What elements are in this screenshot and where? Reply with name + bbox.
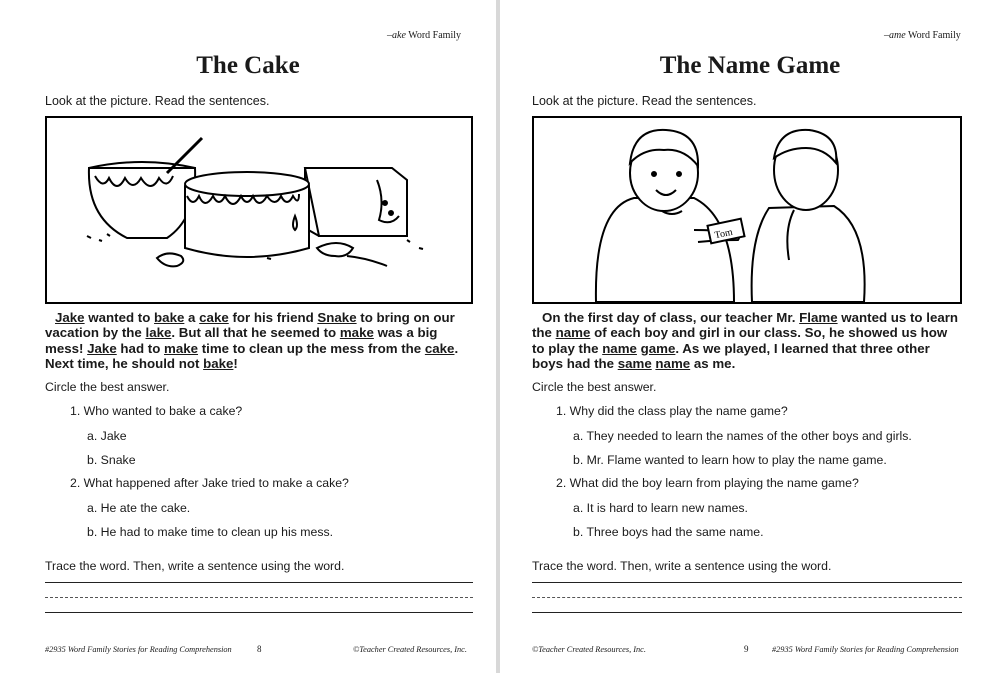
story-segment: ! xyxy=(233,356,238,372)
story-segment: for his friend xyxy=(228,310,318,325)
instruction-text: Look at the picture. Read the sentences. xyxy=(45,94,270,108)
story-segment: On the first day of class, our teacher Mr. xyxy=(542,310,800,325)
answer-1b[interactable]: b. Mr. Flame wanted to learn how to play the name game. xyxy=(573,453,887,467)
name-game-illustration xyxy=(532,116,962,304)
instruction-text: Look at the picture. Read the sentences. xyxy=(532,94,757,108)
word-family-word: name xyxy=(555,325,591,341)
question-1: 1. Who wanted to bake a cake? xyxy=(70,404,243,418)
page-title: The Cake xyxy=(196,52,300,79)
answer-2a[interactable]: a. It is hard to learn new names. xyxy=(573,501,748,515)
story-paragraph xyxy=(45,310,473,372)
answer-1a[interactable]: a. Jake xyxy=(87,429,127,443)
word-family-word: make xyxy=(164,340,199,356)
word-family-word: Jake xyxy=(55,310,85,325)
word-family-word: cake xyxy=(424,340,455,356)
word-family-word: cake xyxy=(199,310,229,325)
word-family-word: name xyxy=(602,340,637,356)
story-segment: time to clean up the mess from the xyxy=(198,340,425,356)
story-text xyxy=(532,310,958,371)
trace-instruction: Trace the word. Then, write a sentence using the word. xyxy=(45,559,345,573)
story-segment: was a big mess! xyxy=(45,325,438,356)
circle-instruction: Circle the best answer. xyxy=(532,380,657,394)
word-family-tag: –ame Word Family xyxy=(884,30,961,41)
page-number: 8 xyxy=(257,644,262,654)
story-segment: . As we played, I learned that three other boys had the xyxy=(532,340,930,372)
word-family-word: same xyxy=(617,356,652,372)
answer-2a[interactable]: a. He ate the cake. xyxy=(87,501,191,515)
footer-book-title: #2935 Word Family Stories for Reading Comprehension xyxy=(772,645,959,654)
story-segment: as me. xyxy=(690,356,736,372)
name-tag-text: Tom xyxy=(713,226,734,242)
word-family-tag: –ake Word Family xyxy=(387,30,462,41)
story-segment: . But all that he seemed to xyxy=(171,325,340,341)
word-family-word: bake xyxy=(203,356,234,372)
question-2: 2. What did the boy learn from playing the name game? xyxy=(556,476,859,490)
page-title: The Name Game xyxy=(659,52,841,79)
writing-line-dashed[interactable] xyxy=(532,597,962,598)
word-family-word: lake xyxy=(145,325,172,341)
answer-1a[interactable]: a. They needed to learn the names of the other boys and girls. xyxy=(573,429,912,443)
writing-line-top[interactable] xyxy=(532,582,962,583)
story-segment: of each boy and girl in our class. So, he showed us how to play the xyxy=(532,325,948,356)
story-segment: a xyxy=(184,310,200,325)
left-page xyxy=(0,0,496,673)
trace-instruction: Trace the word. Then, write a sentence using the word. xyxy=(532,559,832,573)
boy-speaking-icon xyxy=(596,130,739,302)
footer-publisher: ©Teacher Created Resources, Inc. xyxy=(532,645,646,654)
writing-line-bottom[interactable] xyxy=(45,612,473,613)
right-page xyxy=(500,0,1000,673)
answer-2b[interactable]: b. He had to make time to clean up his mess. xyxy=(87,525,334,539)
story-segment: to bring on our vacation by the xyxy=(45,310,455,341)
word-family-word: Flame xyxy=(799,310,838,325)
writing-line-bottom[interactable] xyxy=(532,612,962,613)
story-segment: . Next time, he should not xyxy=(45,340,459,372)
story-text xyxy=(45,310,458,371)
cake-illustration xyxy=(45,116,473,304)
word-family-word: bake xyxy=(154,310,185,325)
circle-instruction: Circle the best answer. xyxy=(45,380,170,394)
answer-1b[interactable]: b. Snake xyxy=(87,453,136,467)
story-segment: had to xyxy=(116,340,165,356)
page-number: 9 xyxy=(744,644,749,654)
story-segment: wanted to xyxy=(84,310,155,325)
boy-listening-icon xyxy=(752,130,865,302)
word-family-word: game xyxy=(640,340,676,356)
question-1: 1. Why did the class play the name game? xyxy=(556,404,788,418)
word-family-word: Jake xyxy=(87,340,117,356)
answer-2b[interactable]: b. Three boys had the same name. xyxy=(573,525,764,539)
writing-line-dashed[interactable] xyxy=(45,597,473,598)
word-family-word: Snake xyxy=(317,310,357,325)
word-family-word: name xyxy=(655,356,691,372)
story-paragraph xyxy=(532,310,962,372)
footer-publisher: ©Teacher Created Resources, Inc. xyxy=(353,645,467,654)
story-segment: wanted us to learn the xyxy=(532,310,959,341)
footer-book-title: #2935 Word Family Stories for Reading Comprehension xyxy=(45,645,232,654)
question-2: 2. What happened after Jake tried to make a cake? xyxy=(70,476,349,490)
word-family-word: make xyxy=(339,325,374,341)
writing-line-top[interactable] xyxy=(45,582,473,583)
